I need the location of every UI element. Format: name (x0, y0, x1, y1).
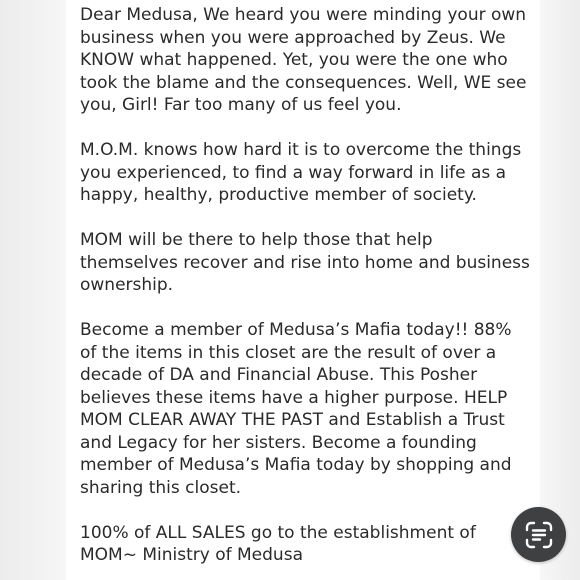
text-line: MOM CLEAR AWAY THE PAST and Establish a Trust (80, 410, 505, 430)
text-line: 100% of ALL SALES go to the establishment of (80, 522, 476, 543)
paragraph-1 (80, 4, 530, 117)
text-line: and Legacy for her sisters. Become a founding (80, 432, 477, 453)
text-line: you, Girl! Far too many of us feel you. (80, 95, 402, 115)
message-text (80, 4, 530, 580)
text-line: MOM will be there to help those that help (80, 230, 433, 250)
paragraph-3 (80, 229, 530, 297)
text-line: member of Medusa’s Mafia today by shopping and (80, 455, 512, 475)
paragraph-4 (80, 319, 530, 499)
text-line: sharing this closet. (80, 477, 242, 498)
text-line: themselves recover and rise into home and business (80, 252, 530, 273)
paragraph-2 (80, 139, 530, 207)
text-line: M.O.M. knows how hard it is to overcome the things (80, 140, 522, 160)
text-line: MOM~ Ministry of Medusa (80, 545, 303, 565)
text-line: KNOW what happened. Yet, you were the one who (80, 50, 508, 70)
text-line: believes these items have a higher purpose. HELP (80, 387, 508, 408)
text-line: Dear Medusa, We heard you were minding your own (80, 5, 527, 25)
paragraph-5 (80, 522, 530, 567)
text-line: of the items in this closet are the result of over a (80, 342, 497, 363)
text-line: took the blame and the consequences. Well, WE see (80, 72, 527, 93)
right-margin (540, 0, 580, 580)
left-margin (0, 0, 66, 580)
text-line: business when you were approached by Zeus. We (80, 27, 506, 48)
text-line: happy, healthy, productive member of society. (80, 185, 477, 205)
text-line: Become a member of Medusa’s Mafia today!! 88% (80, 320, 512, 340)
text-line: you experienced, to find a way forward in life as a (80, 162, 507, 183)
text-scan-icon (524, 520, 554, 550)
live-text-button[interactable] (511, 507, 566, 562)
text-line: decade of DA and Financial Abuse. This Posher (80, 365, 478, 385)
text-line: ownership. (80, 275, 174, 295)
